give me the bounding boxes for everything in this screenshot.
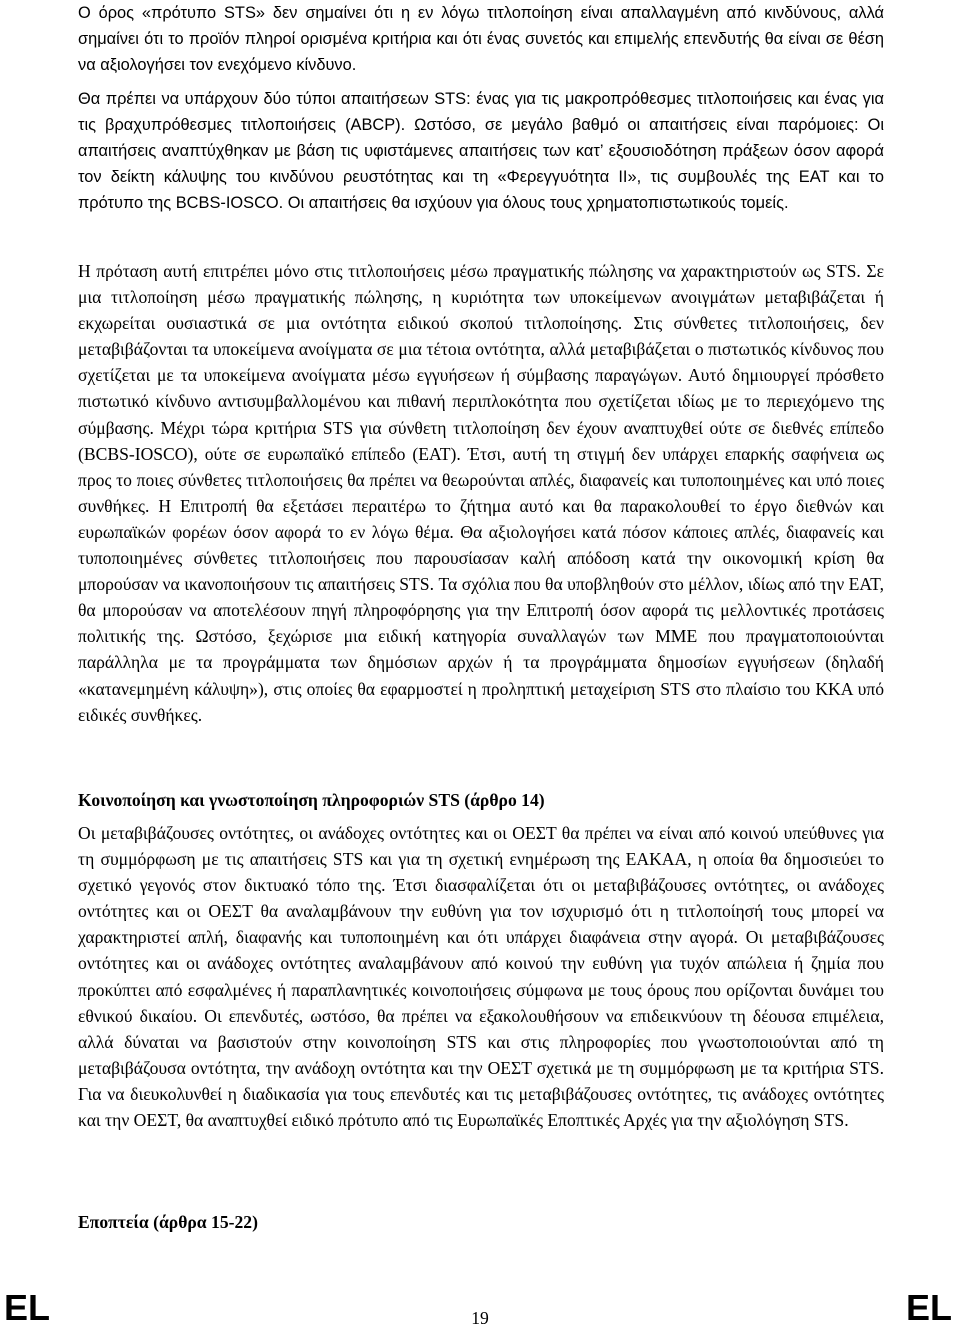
paragraph-requirements-text: Θα πρέπει να υπάρχουν δύο τύποι απαιτήσεων STS: ένας για τις μακροπρόθεσμες τιτλοποιήσεις και ένας για τις βραχυπρόθεσμες τιτλοποιήσεις (ABCP). Ωστόσο, σε μεγάλο βαθμό οι απαιτήσεις είναι παρόμοιες: Οι απαιτήσεις αναπτύχθηκαν με βάση τις υφιστάμενες απαιτήσεις των κατ’ εξουσιοδότηση πράξεων όσον αφορά τον δείκτη κάλυψης του κινδύνου ρευστότητας και τη «Φερεγγυότητα II», τις συμβουλές της ΕΑΤ και το πρότυπο της BCBS-IOSCO. Οι απαιτήσεις θα ισχύουν για όλους τους χρηματοπιστωτικούς τομείς. xyxy=(78,90,884,213)
language-code-left: EL xyxy=(4,1287,51,1328)
page-number: 19 xyxy=(471,1308,489,1328)
section-heading-supervision: Εποπτεία (άρθρα 15-22) xyxy=(78,1212,258,1232)
intro-paragraph: Ο όρος «πρότυπο STS» δεν σημαίνει ότι η εν λόγω τιτλοποίηση είναι απαλλαγμένη από κινδύνους, αλλά σημαίνει ότι το προϊόν πληροί ορισμένα κριτήρια και ότι ένας συνετός και επιμελής επενδυτής θα είναι σε θέση να αξιολογήσει τον ενεχόμενο κίνδυνο. xyxy=(78,4,884,75)
paragraph-requirements-part1 xyxy=(78,86,884,216)
language-code-right: EL xyxy=(905,1287,952,1328)
paragraph-true-sale: Η πρόταση αυτή επιτρέπει μόνο στις τιτλοποιήσεις μέσω πραγματικής πώλησης να χαρακτηριστούν ως STS. Σε μια τιτλοποίηση μέσω πραγματικής πώλησης, η κυριότητα των υποκείμενων ανοιγμάτων μεταβιβάζεται ή εκχωρείται ουσιαστικά σε μια οντότητα ειδικού σκοπού τιτλοποίησης. Στις σύνθετες τιτλοποιήσεις, δεν μεταβιβάζονται τα υποκείμενα ανοίγματα σε μια τέτοια οντότητα, αλλά μεταβιβάζεται ο πιστωτικός κίνδυνος που σχετίζεται με τα υποκείμενα ανοίγματα μέσω εγγυήσεων ή σύμβασης παραγώγων. Αυτό δημιουργεί πρόσθετο πιστωτικό κίνδυνο αντισυμβαλλομένου και πιθανή περιπλοκότητα που σχετίζεται ιδίως με το περιεχόμενο της σύμβασης. Μέχρι τώρα κριτήρια STS για σύνθετη τιτλοποίηση δεν έχουν αναπτυχθεί ούτε σε διεθνές επίπεδο (BCBS-IOSCO), ούτε σε ευρωπαϊκό επίπεδο (ΕΑΤ). Έτσι, αυτή τη στιγμή δεν υπάρχει επαρκής σαφήνεια ως προς το ποιες σύνθετες τιτλοποιήσεις θα πρέπει να θεωρούνται απλές, διαφανείς και τυποποιημένες και υπό ποιες συνθήκες. Η Επιτροπή θα εξετάσει περαιτέρω το ζήτημα αυτό και θα παρακολουθεί το έργο διεθνών και ευρωπαϊκών φορέων όσον αφορά το εν λόγω θέμα. Θα αξιολογήσει κατά πόσον κάποιες απλές, διαφανείς και τυποποιημένες σύνθετες τιτλοποιήσεις που παρουσίασαν καλή απόδοση κατά την οικονομική κρίση θα μπορούσαν να ικανοποιήσουν τις απαιτήσεις STS. Τα σχόλια που θα υποβληθούν στο μέλλον, ιδίως από την ΕΑΤ, θα μπορούσαν να αποτελέσουν πηγή πληροφόρησης για την Επιτροπή όσον αφορά τις μελλοντικές προτάσεις πολιτικής της. Ωστόσο, ξεχώρισε μια ειδική κατηγορία συναλλαγών των ΜΜΕ που πραγματοποιούνται παράλληλα με τα προγράμματα των δημόσιων αρχών ή τα προγράμματα δημοσίων εγγυήσεων (δηλαδή «κατανεμημένη κάλυψη»), στις οποίες θα εφαρμοστεί η προληπτική μεταχείριση STS στο πλαίσιο του ΚΚΑ υπό ειδικές συνθήκες. xyxy=(78,261,884,725)
paragraph-notification: Οι μεταβιβάζουσες οντότητες, οι ανάδοχες οντότητες και οι ΟΕΣΤ θα πρέπει να είναι από κοινού υπεύθυνες για τη συμμόρφωση με τις απαιτήσεις STS και για τη σχετική ενημέρωση της ΕΑΚΑΑ, η οποία θα δημοσιεύει το σχετικό γεγονός στον δικτυακό τόπο της. Έτσι διασφαλίζεται ότι οι μεταβιβάζουσες οντότητες, οι ανάδοχες οντότητες και οι ΟΕΣΤ θα αναλαμβάνουν την ευθύνη για τον ισχυρισμό ότι η τιτλοποίησή τους μπορεί να χαρακτηριστεί απλή, διαφανής και τυποποιημένη και ότι υπάρχει διαφάνεια στην αγορά. Οι μεταβιβάζουσες οντότητες και οι ανάδοχες οντότητες αναλαμβάνουν από κοινού την ευθύνη για τυχόν απώλεια ή ζημία που προκύπτει από εσφαλμένες ή παραπλανητικές κοινοποιήσεις σύμφωνα με τους όρους που ορίζονται δυνάμει του εθνικού δικαίου. Οι επενδυτές, ωστόσο, θα πρέπει να εξακολουθήσουν να επιδεικνύουν τη δέουσα επιμέλεια, αλλά δύναται να βασιστούν στην κοινοποίηση STS και στις πληροφορίες που γνωστοποιούνται από τη μεταβιβάζουσα οντότητα, την ανάδοχη οντότητα και την ΟΕΣΤ σχετικά με τη συμμόρφωση με τα κριτήρια STS. Για να διευκολυνθεί η διαδικασία για τους επενδυτές και τις μεταβιβάζουσες οντότητες, τις ανάδοχες οντότητες και την ΟΕΣΤ, θα αναπτυχθεί ειδικό πρότυπο από τις Ευρωπαϊκές Εποπτικές Αρχές για την αξιολόγηση STS. xyxy=(78,823,884,1131)
section-heading-notification: Κοινοποίηση και γνωστοποίηση πληροφοριών STS (άρθρο 14) xyxy=(78,790,545,810)
